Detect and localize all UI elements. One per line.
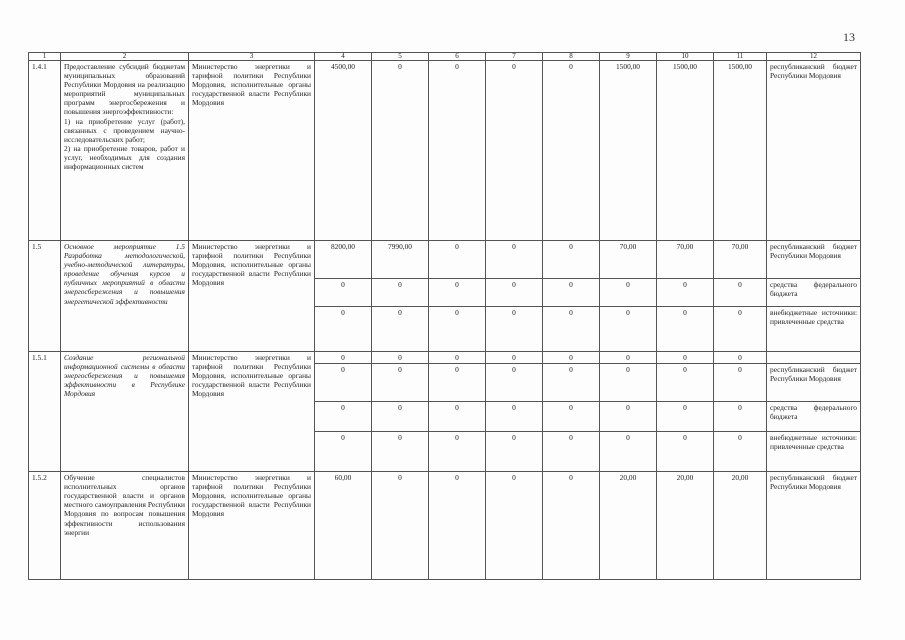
value-cell: 0 — [543, 352, 600, 364]
value-cell: 0 — [372, 402, 429, 432]
value-cell: 0 — [315, 364, 372, 402]
value-cell: 0 — [600, 432, 657, 472]
value-cell: 0 — [429, 241, 486, 279]
row-code: 1.5.2 — [29, 472, 61, 580]
value-cell: 0 — [429, 402, 486, 432]
row-code: 1.4.1 — [29, 61, 61, 241]
executor: Министерство энергетики и тарифной политики Республики Мордовия, исполнительные органы государственной власти Республики Мордовия — [189, 472, 315, 580]
measure-name-line: 2) на приобретение товаров, работ и услуг, необходимых для создания информационных систем — [64, 143, 185, 172]
value-cell: 0 — [429, 432, 486, 472]
value-cell: 0 — [372, 432, 429, 472]
header-cell: 8 — [543, 53, 600, 61]
table-row — [29, 352, 861, 364]
executor: Министерство энергетики и тарифной политики Республики Мордовия, исполнительные органы государственной власти Республики Мордовия — [189, 241, 315, 352]
value-cell: 0 — [315, 307, 372, 352]
value-cell: 20,00 — [714, 472, 767, 580]
value-cell: 0 — [486, 472, 543, 580]
value-cell: 0 — [486, 364, 543, 402]
value-cell: 70,00 — [600, 241, 657, 279]
funding-source: республиканский бюджет Республики Мордовия — [767, 241, 861, 279]
table-row — [29, 61, 861, 241]
value-cell: 0 — [372, 307, 429, 352]
measure-name-line: 1) на приобретение услуг (работ), связанных с проведением научно-исследовательских работ; — [64, 116, 185, 144]
funding-source: внебюджетные источники: привлеченные средства — [767, 432, 861, 472]
value-cell: 0 — [486, 307, 543, 352]
value-cell: 0 — [543, 61, 600, 241]
measure-name: Создание региональной информационной системы в области энергосбережения и повышения эффективности в Республике Мордовия — [61, 352, 189, 472]
table-row — [29, 241, 861, 279]
funding-source: средства федерального бюджета — [767, 279, 861, 307]
value-cell: 70,00 — [657, 241, 714, 279]
measure-name — [61, 61, 189, 241]
header-cell: 6 — [429, 53, 486, 61]
value-cell: 0 — [657, 364, 714, 402]
header-cell: 1 — [29, 53, 61, 61]
value-cell: 20,00 — [657, 472, 714, 580]
value-cell: 0 — [714, 432, 767, 472]
header-cell: 10 — [657, 53, 714, 61]
executor: Министерство энергетики и тарифной политики Республики Мордовия, исполнительные органы государственной власти Республики Мордовия — [189, 352, 315, 472]
table-row — [29, 472, 861, 580]
value-cell: 0 — [543, 364, 600, 402]
funding-source: республиканский бюджет Республики Мордовия — [767, 364, 861, 402]
value-cell: 0 — [372, 61, 429, 241]
value-cell: 0 — [600, 364, 657, 402]
value-cell: 0 — [315, 352, 372, 364]
value-cell: 0 — [543, 241, 600, 279]
value-cell: 0 — [657, 402, 714, 432]
header-cell: 2 — [61, 53, 189, 61]
funding-source: средства федерального бюджета — [767, 402, 861, 432]
funding-source: республиканский бюджет Республики Мордовия — [767, 61, 861, 241]
header-row — [29, 53, 861, 61]
value-cell: 70,00 — [714, 241, 767, 279]
header-cell: 5 — [372, 53, 429, 61]
funding-source: внебюджетные источники: привлеченные средства — [767, 307, 861, 352]
value-cell: 0 — [429, 472, 486, 580]
value-cell: 0 — [429, 364, 486, 402]
value-cell: 0 — [486, 279, 543, 307]
value-cell: 60,00 — [315, 472, 372, 580]
value-cell: 0 — [486, 352, 543, 364]
value-cell: 0 — [543, 279, 600, 307]
value-cell: 4500,00 — [315, 61, 372, 241]
value-cell: 0 — [486, 61, 543, 241]
value-cell: 7990,00 — [372, 241, 429, 279]
value-cell: 0 — [657, 279, 714, 307]
value-cell: 0 — [657, 432, 714, 472]
measure-name: Основное мероприятие 1.5 Разработка методологической, учебно-методической литературы, проведение обучения курсов и публичных мероприятий в области энергосбережения и повышения энергетической эффективности — [61, 241, 189, 352]
value-cell: 1500,00 — [657, 61, 714, 241]
executor: Министерство энергетики и тарифной политики Республики Мордовия, исполнительные органы государственной власти Республики Мордовия — [189, 61, 315, 241]
header-cell: 12 — [767, 53, 861, 61]
row-code: 1.5.1 — [29, 352, 61, 472]
value-cell: 0 — [714, 352, 767, 364]
value-cell: 0 — [543, 432, 600, 472]
value-cell: 1500,00 — [600, 61, 657, 241]
value-cell: 0 — [714, 279, 767, 307]
header-cell: 11 — [714, 53, 767, 61]
header-cell: 3 — [189, 53, 315, 61]
program-table — [28, 52, 861, 580]
measure-name: Обучение специалистов исполнительных органов государственной власти и органов местного самоуправления Республики Мордовия по вопросам повышения эффективности использования энергии — [61, 472, 189, 580]
value-cell: 0 — [372, 364, 429, 402]
value-cell: 0 — [543, 472, 600, 580]
value-cell: 0 — [600, 402, 657, 432]
row-code: 1.5 — [29, 241, 61, 352]
value-cell: 0 — [372, 352, 429, 364]
value-cell: 0 — [429, 307, 486, 352]
value-cell: 0 — [600, 279, 657, 307]
header-cell: 9 — [600, 53, 657, 61]
header-cell: 4 — [315, 53, 372, 61]
funding-source: республиканский бюджет Республики Мордовия — [767, 472, 861, 580]
measure-name-line: Предоставление субсидий бюджетам муниципальных образований Республики Мордовия на реализацию мероприятий муниципальных программ энергосбережения и повышения энергоэффективности: — [64, 62, 185, 117]
value-cell: 8200,00 — [315, 241, 372, 279]
value-cell: 0 — [315, 279, 372, 307]
value-cell: 0 — [372, 279, 429, 307]
value-cell: 0 — [714, 364, 767, 402]
value-cell: 0 — [600, 352, 657, 364]
value-cell: 0 — [315, 402, 372, 432]
value-cell: 0 — [486, 241, 543, 279]
page-number: 13 — [843, 30, 855, 44]
value-cell: 0 — [429, 352, 486, 364]
value-cell: 0 — [600, 307, 657, 352]
value-cell: 0 — [372, 472, 429, 580]
value-cell: 0 — [429, 279, 486, 307]
header-cell: 7 — [486, 53, 543, 61]
value-cell: 20,00 — [600, 472, 657, 580]
funding-source-empty — [767, 352, 861, 364]
value-cell: 0 — [714, 402, 767, 432]
value-cell: 0 — [543, 402, 600, 432]
value-cell: 0 — [543, 307, 600, 352]
value-cell: 0 — [714, 307, 767, 352]
value-cell: 0 — [486, 402, 543, 432]
value-cell: 0 — [486, 432, 543, 472]
value-cell: 0 — [657, 307, 714, 352]
value-cell: 1500,00 — [714, 61, 767, 241]
value-cell: 0 — [315, 432, 372, 472]
value-cell: 0 — [657, 352, 714, 364]
value-cell: 0 — [429, 61, 486, 241]
